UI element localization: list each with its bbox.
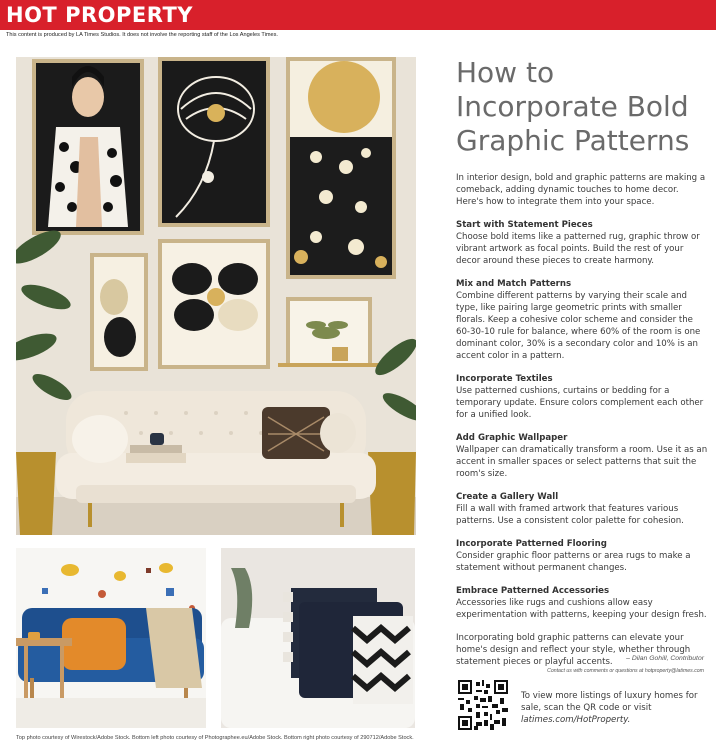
qr-code-icon[interactable] <box>458 680 508 730</box>
contact-line: Contact us with comments or questions at hotproperty@latimes.com <box>547 668 704 674</box>
section-title: Mix and Match Patterns <box>456 279 572 289</box>
section-body: Combine different patterns by varying their scale and type, like pairing large geometric prints with smaller florals. Keep a cohesive color scheme and consider the 60-30-10 rule for balance, where 60% of the room is one dominant color, 30% is a secondary color and 10% is an accent color in a pattern. <box>456 291 701 361</box>
section-wallpaper <box>456 432 708 480</box>
section-title: Incorporate Textiles <box>456 374 553 384</box>
article-intro: In interior design, bold and graphic patterns are making a comeback, adding dynamic touches to home decor. Here's how to integrate them into your space. <box>456 173 706 207</box>
section-statement-pieces <box>456 219 708 267</box>
section-title: Add Graphic Wallpaper <box>456 433 568 443</box>
section-flooring <box>456 538 708 574</box>
section-title: Create a Gallery Wall <box>456 492 559 502</box>
promo-message: To view more listings of luxury homes for sale, scan the QR code or visit <box>521 691 698 713</box>
section-title: Incorporate Patterned Flooring <box>456 539 607 549</box>
section-title: Embrace Patterned Accessories <box>456 586 610 596</box>
section-accessories <box>456 585 708 621</box>
section-textiles <box>456 373 708 421</box>
disclaimer-text: This content is produced by LA Times Studios. It does not involve the reporting staff of the Los Angeles Times. <box>6 32 278 38</box>
photo-blue-sofa <box>16 548 206 728</box>
promo-text <box>521 690 711 726</box>
section-gallery-wall <box>456 491 708 527</box>
banner-title: HOT PROPERTY <box>6 3 193 27</box>
section-title: Start with Statement Pieces <box>456 220 593 230</box>
article-title: How to Incorporate Bold Graphic Patterns <box>456 56 690 157</box>
hot-property-link[interactable]: latimes.com/HotProperty. <box>521 715 631 725</box>
section-body: Consider graphic floor patterns or area rugs to make a statement without permanent changes. <box>456 551 691 573</box>
photo-patterned-pillows <box>221 548 415 728</box>
section-body: Accessories like rugs and cushions allow easy experimentation with patterns, keeping your design fresh. <box>456 598 707 620</box>
main-photo-gallery-wall <box>16 57 416 535</box>
section-mix-and-match <box>456 278 708 362</box>
byline: – Dilan Gohill, Contributor <box>626 655 704 662</box>
section-body: Fill a wall with framed artwork that features various patterns. Use a consistent color palette for cohesion. <box>456 504 684 526</box>
article-body <box>456 172 708 679</box>
hot-property-banner <box>0 0 716 30</box>
photo-credits: Top photo courtesy of Wirestock/Adobe Stock. Bottom left photo courtesy of Photographee.eu/Adobe Stock. Bottom right photo courtesy of 290712/Adobe Stock. <box>16 735 414 741</box>
section-body: Use patterned cushions, curtains or bedding for a temporary update. Ensure colors complement each other for a unified look. <box>456 386 704 420</box>
section-body: Choose bold items like a patterned rug, graphic throw or vibrant artwork as focal points. Build the rest of your decor around these pieces to create harmony. <box>456 232 700 266</box>
section-body: Wallpaper can dramatically transform a room. Use it as an accent in smaller spaces or select patterns that suit the room's size. <box>456 445 708 479</box>
article-closing: Incorporating bold graphic patterns can elevate your home's design and reflect your style, whether through statement pieces or playful accents. <box>456 633 691 667</box>
